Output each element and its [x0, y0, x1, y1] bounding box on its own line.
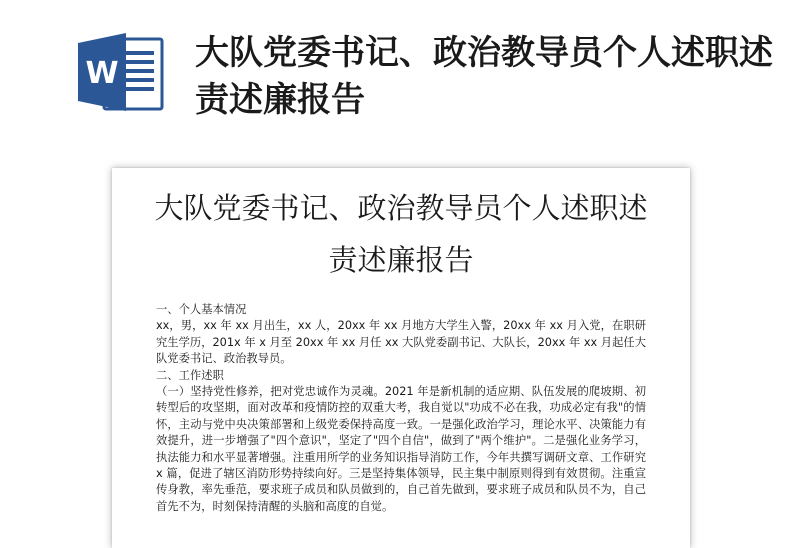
word-icon-letter: W — [85, 56, 119, 91]
header — [0, 0, 800, 150]
paragraph: xx，男，xx 年 xx 月出生，xx 人，20xx 年 xx 月地方大学生入警，20xx 年 xx 月入党，在职研究生学历，201x 年 x 月至 20xx 年 xx 月任 xx 大队党委副书记、大队长，20xx 年 xx 月起任大队党委书记、政治教导员。 — [156, 319, 646, 366]
word-document-icon — [78, 33, 164, 111]
paragraph-heading: 一、个人基本情况 — [156, 303, 247, 316]
document-title: 大队党委书记、政治教导员个人述职述责述廉报告 — [154, 191, 648, 277]
document-body — [156, 302, 646, 515]
paragraph-heading: 二、工作述职 — [156, 368, 224, 382]
document-page — [112, 168, 690, 548]
header-title: 大队党委书记、政治教导员个人述职述责述廉报告 — [195, 33, 773, 120]
paragraph: （一）坚持党性修养，把对党忠诚作为灵魂。2021 年是新机制的适应期、队伍发展的爬坡期、初转型后的攻坚期，面对改革和疫情防控的双重大考，我自觉以"功成不必在我，功成必定有我"的情怀，主动与党中央决策部署和上级党委保持高度一致。一是强化政治学习，理论水平、决策能力有效提升，进一步增强了"四个意识"，坚定了"四个自信"，做到了"两个维护"。二是强化业务学习，执法能力和水平显著增强。注重用所学的业务知识指导消防工作，今年共撰写调研文章、工作研究 x 篇，促进了辖区消防形势持续向好。三是坚持集体领导，民主集中制原则得到有效贯彻。注重宣传身教，率先垂范，要求班子成员和队员做到的，自己首先做到，要求班子成员和队员不为，自己首先不为，时刻保持清醒的头脑和高度的自觉。 — [156, 385, 646, 513]
